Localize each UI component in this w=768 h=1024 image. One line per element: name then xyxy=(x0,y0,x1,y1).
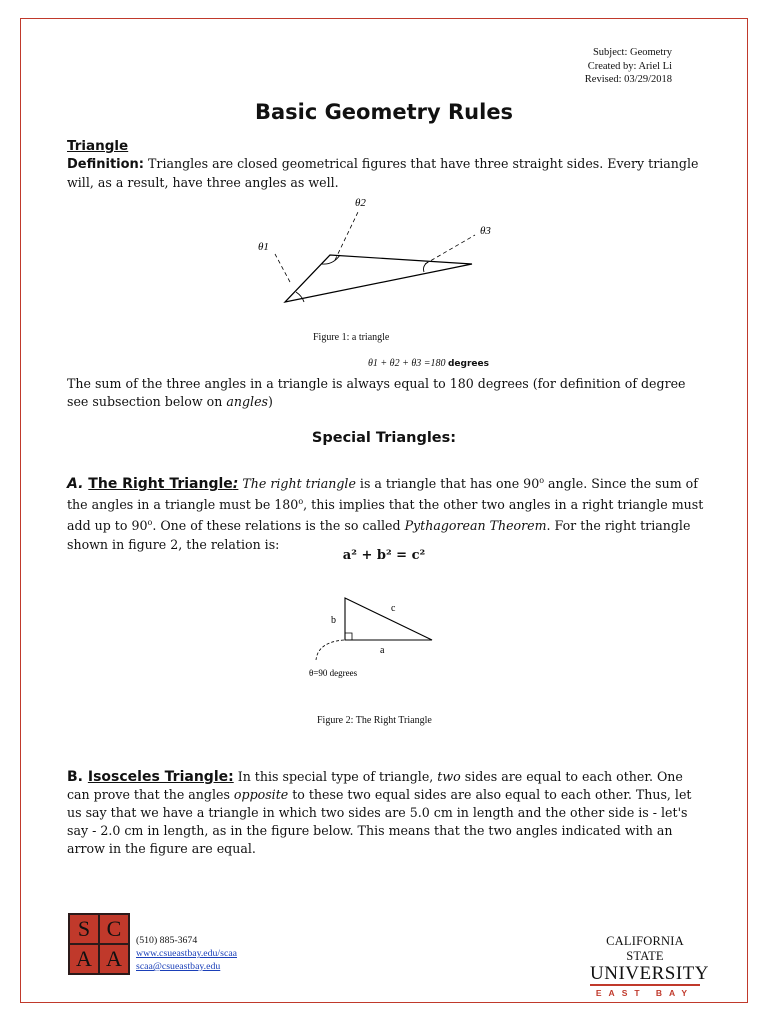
created-by-line: Created by: Ariel Li xyxy=(587,60,672,72)
csu-line-3: EAST BAY xyxy=(595,988,695,998)
right-triangle-letter: A. xyxy=(67,476,84,493)
subject-line: Subject: Geometry xyxy=(592,47,672,58)
phone-number: (510) 885-3674 xyxy=(136,935,198,946)
logo-letter-s: S xyxy=(70,915,98,943)
side-b-label: b xyxy=(331,615,336,626)
isosceles-paragraph xyxy=(67,768,707,858)
figure-1-caption: Figure 1: a triangle xyxy=(313,332,390,343)
rt-text-4: . One of these relations is the so called xyxy=(152,518,405,534)
figure-2-right-triangle xyxy=(300,590,450,685)
definition-text: Triangles are closed geometrical figures that have three straight sides. Every triangle will, as a result, have three angles as well. xyxy=(67,156,699,190)
special-triangles-heading: Special Triangles: xyxy=(311,430,457,446)
logo-letter-a2: A xyxy=(100,945,128,973)
degree-sup: o xyxy=(539,476,545,485)
right-triangle-term: The right triangle xyxy=(242,476,356,492)
right-triangle-name: The Right Triangle xyxy=(88,476,233,493)
triangle-heading: Triangle xyxy=(67,138,129,154)
page-title: Basic Geometry Rules xyxy=(254,100,514,124)
rt-text-3: , this implies that the other two angles in a right triangle must add up to 90 xyxy=(67,497,704,534)
theta1-label: θ1 xyxy=(258,241,269,253)
iso-em-opposite: opposite xyxy=(233,787,289,802)
rt-text-1: is a triangle that has one 90 xyxy=(355,476,540,492)
angle-sum-formula xyxy=(368,358,489,369)
angle-sum-expression: θ1 + θ2 + θ3 =180 xyxy=(368,358,446,369)
right-triangle-paragraph xyxy=(67,472,707,554)
degree-sup: o xyxy=(147,518,153,528)
right-triangle-colon: : xyxy=(232,476,239,493)
triangle-definition xyxy=(67,155,707,192)
scaa-logo xyxy=(68,913,130,975)
angle-sum-unit: degrees xyxy=(447,359,489,369)
isosceles-name: Isosceles Triangle: xyxy=(87,769,234,785)
theta2-label: θ2 xyxy=(355,197,366,209)
csu-line-1: CALIFORNIA STATE xyxy=(606,934,684,963)
csu-line-2: UNIVERSITY xyxy=(590,963,709,984)
rt-text-2: angle. Since the sum of the angles in a triangle must be 180 xyxy=(67,476,698,513)
figure-2-caption: Figure 2: The Right Triangle xyxy=(317,715,432,726)
definition-label: Definition: xyxy=(67,157,145,172)
angles-link-text: angles xyxy=(226,394,268,409)
isosceles-letter: B. xyxy=(67,769,83,785)
iso-text-3: to these two equal sides are also equal to each other. Thus, let us say that we have a triangle in which two sides are 5.0 cm in length and the other side is - let's say - 2.0 cm in length, as in the figure below. This means that the two angles indicated with an arrow in the figure are equal. xyxy=(67,787,692,856)
csu-east-bay-logo xyxy=(590,934,709,998)
side-a-label: a xyxy=(380,645,385,656)
document-meta xyxy=(585,46,672,87)
triangle-shape xyxy=(285,255,472,302)
iso-text-2: sides are equal to each other. One can prove that the angles xyxy=(67,769,683,802)
sum-text-end: ) xyxy=(268,394,273,409)
angle-sum-paragraph xyxy=(67,375,707,411)
logo-letter-c: C xyxy=(100,915,128,943)
email-link[interactable]: scaa@csueastbay.edu xyxy=(136,961,221,972)
pythagorean-formula: a² + b² = c² xyxy=(342,548,426,563)
revised-line: Revised: 03/29/2018 xyxy=(584,74,672,85)
rt-text-5: . For the right triangle shown in figure 2, the relation is: xyxy=(67,518,691,552)
theta3-label: θ3 xyxy=(480,225,491,237)
sum-text: The sum of the three angles in a triangle is always equal to 180 degrees (for definition of degree see subsection below on xyxy=(67,376,686,409)
logo-letter-a1: A xyxy=(70,945,98,973)
side-c-label: c xyxy=(391,603,396,614)
website-link[interactable]: www.csueastbay.edu/scaa xyxy=(136,948,238,959)
triangle-section xyxy=(67,137,707,192)
theta-90-label: θ=90 degrees xyxy=(309,668,358,678)
degree-sup: o xyxy=(298,497,304,507)
figure-1-triangle xyxy=(250,192,510,372)
footer-contact xyxy=(136,934,237,973)
iso-em-two: two xyxy=(437,769,461,784)
iso-text-1: In this special type of triangle, xyxy=(233,769,438,784)
pythagorean-theorem-term: Pythagorean Theorem xyxy=(404,518,547,534)
